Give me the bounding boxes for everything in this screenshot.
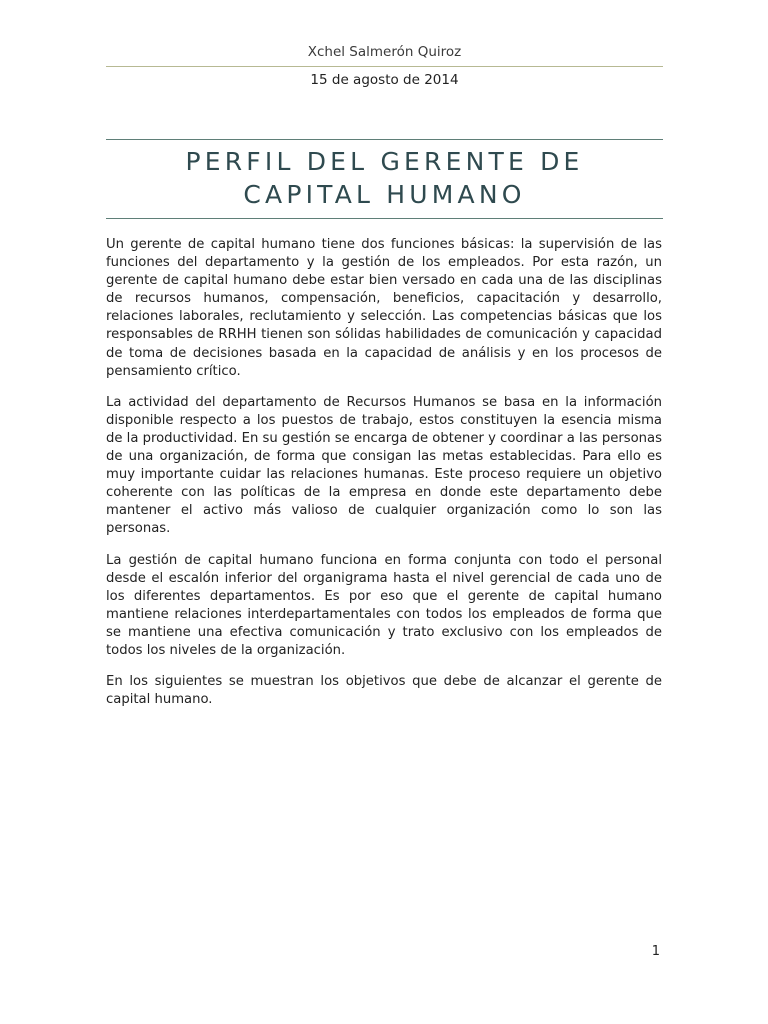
author-name: Xchel Salmerón Quiroz: [307, 44, 462, 60]
header-divider: [106, 66, 663, 67]
paragraph-4: En los siguientes se muestran los objetivos que debe de alcanzar el gerente de capital humano.: [106, 674, 662, 708]
paragraph-2: La actividad del departamento de Recursos Humanos se basa en la información disponible respecto a los puestos de trabajo, estos constituyen la esencia misma de la productividad. En su gestión se encarga de obtener y coordinar a las personas de una organización, de forma que consigan las metas establecidas. Para ello es muy importante cuidar las relaciones humanas. Este proceso requiere un objetivo coherente con las políticas de la empresa en donde este departamento debe mantener el activo más valioso de cualquier organización como lo son las personas.: [106, 394, 662, 537]
document-title: [106, 145, 663, 211]
title-block: [106, 139, 663, 219]
paragraph-1: Un gerente de capital humano tiene dos funciones básicas: la supervisión de las funciones del departamento y la gestión de los empleados. Por esta razón, un gerente de capital humano debe estar bien versado en cada una de las disciplinas de recursos humanos, compensación, beneficios, capacitación y desarrollo, relaciones laborales, reclutamiento y selección. Las competencias básicas que los responsables de RRHH tienen son sólidas habilidades de comunicación y capacidad de toma de decisiones basada en la capacidad de análisis y en los procesos de pensamiento crítico.: [106, 237, 662, 379]
document-body: [106, 236, 662, 722]
title-line-1: PERFIL DEL GERENTE DE: [185, 147, 584, 176]
paragraph-3: La gestión de capital humano funciona en forma conjunta con todo el personal desde el escalón inferior del organigrama hasta el nivel gerencial de cada uno de los diferentes departamentos. Es por eso que el gerente de capital humano mantiene relaciones interdepartamentales con todos los empleados de forma que se mantiene una efectiva comunicación y trato exclusivo con los empleados de todos los niveles de la organización.: [106, 552, 662, 658]
title-line-2: CAPITAL HUMANO: [243, 180, 526, 209]
document-date: 15 de agosto de 2014: [310, 72, 459, 88]
title-bottom-rule: [106, 218, 663, 219]
page-number: 1: [651, 944, 660, 959]
title-top-rule: [106, 139, 663, 140]
page-header: [106, 42, 663, 89]
